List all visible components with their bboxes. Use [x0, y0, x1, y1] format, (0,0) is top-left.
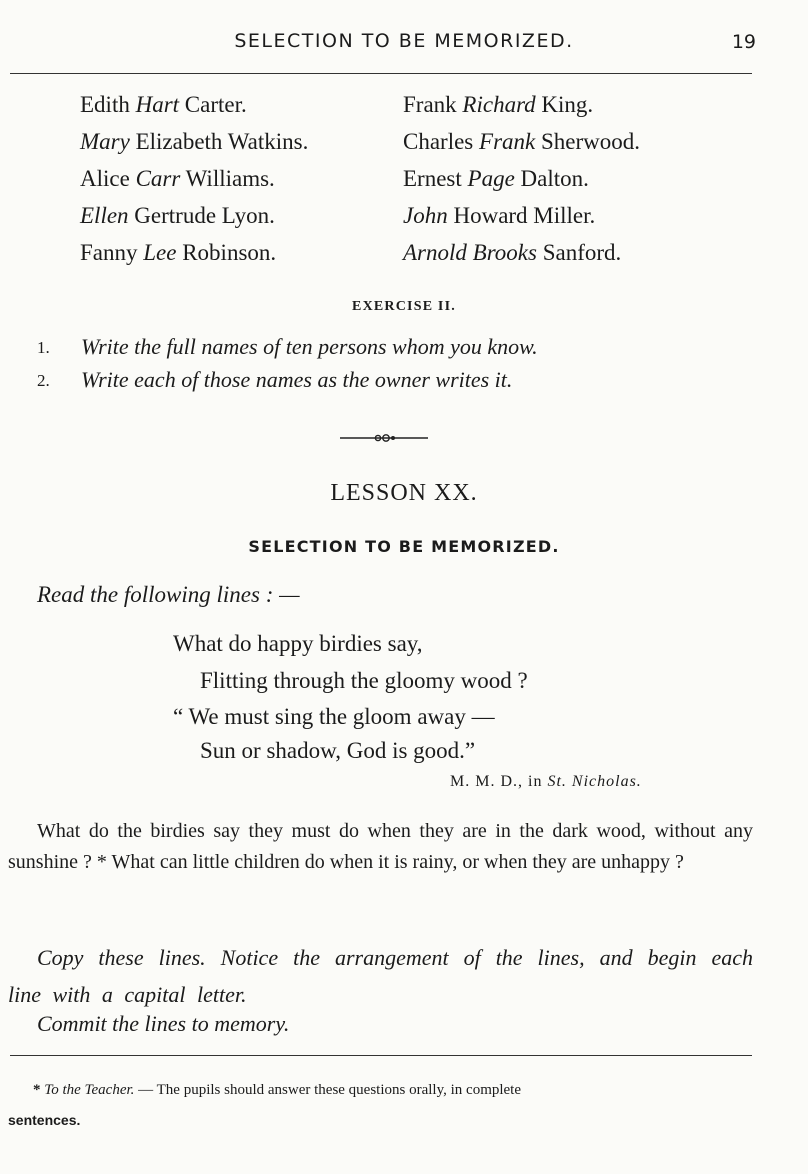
name-part: Charles: [403, 129, 480, 154]
lesson-title: LESSON XX.: [330, 480, 478, 506]
poem-line: Sun or shadow, God is good.”: [200, 738, 476, 763]
footnote-teacher-label: To the Teacher.: [44, 1082, 135, 1098]
question-paragraph: What do the birdies say they must do when they are in the dark wood, without any sunshine ? * What can little children do when it is rainy, or when they are unhappy ?: [8, 820, 753, 873]
name-emphasis: Ellen: [80, 203, 129, 228]
name-part: Elizabeth Watkins.: [129, 129, 309, 154]
lesson-subtitle: SELECTION TO BE MEMORIZED.: [248, 537, 560, 556]
name-part: Sherwood.: [535, 129, 641, 154]
name-part: Sanford.: [536, 240, 622, 265]
footnote: [8, 1075, 753, 1136]
name-emphasis: Richard: [462, 92, 536, 117]
running-header-title: SELECTION TO BE MEMORIZED.: [234, 30, 574, 52]
lesson-intro: Read the following lines : —: [37, 582, 300, 607]
name-emphasis: John: [403, 203, 448, 228]
poem-line: “ We must sing the gloom away —: [173, 704, 495, 729]
name-part: Dalton.: [514, 166, 589, 191]
footnote-marker: *: [33, 1082, 41, 1098]
name-entry: [403, 160, 640, 197]
name-entry: [80, 86, 308, 123]
name-part: Gertrude Lyon.: [128, 203, 275, 228]
footnote-last-word: sentences.: [8, 1112, 81, 1128]
exercise-heading: EXERCISE II.: [352, 299, 456, 314]
poem-attribution: [450, 773, 642, 791]
name-part: Frank: [403, 92, 463, 117]
attribution-prefix: M. M. D., in: [450, 773, 548, 790]
name-entry: [403, 234, 640, 271]
name-part: Alice: [80, 166, 136, 191]
name-entry: [80, 234, 308, 271]
copy-instruction: Copy these lines. Notice the arrangement of the lines, and begin each line with a capital letter.: [8, 945, 753, 1007]
footnote-text: — The pupils should answer these questions orally, in complete: [134, 1082, 522, 1098]
name-part: Howard Miller.: [447, 203, 596, 228]
exercise-item-text: Write the full names of ten persons whom you know.: [81, 334, 538, 359]
commit-instruction: Commit the lines to memory.: [37, 1011, 290, 1036]
name-emphasis: Carr: [135, 166, 181, 191]
name-emphasis: Lee: [143, 240, 177, 265]
name-part: Williams.: [180, 166, 275, 191]
name-emphasis: Hart: [135, 92, 180, 117]
name-emphasis: Page: [467, 166, 515, 191]
name-part: King.: [535, 92, 594, 117]
footnote-rule: [10, 1055, 752, 1056]
poem-line: Flitting through the gloomy wood ?: [200, 668, 528, 693]
exercise-item-number: 2.: [37, 371, 50, 390]
ornament-divider: [340, 428, 428, 448]
name-part: Fanny: [80, 240, 144, 265]
names-column-right: [403, 86, 640, 271]
header-rule: [10, 73, 752, 74]
name-entry: [80, 123, 308, 160]
name-emphasis: Arnold Brooks: [403, 240, 537, 265]
name-part: Ernest: [403, 166, 468, 191]
name-emphasis: Mary: [80, 129, 130, 154]
name-entry: [403, 86, 640, 123]
exercise-item-number: 1.: [37, 338, 50, 357]
name-entry: [80, 197, 308, 234]
exercise-item: [37, 367, 513, 393]
exercise-item-text: Write each of those names as the owner writes it.: [81, 367, 513, 392]
name-entry: [403, 197, 640, 234]
names-column-left: [80, 86, 308, 271]
attribution-source: St. Nicholas.: [547, 773, 642, 790]
name-part: Carter.: [179, 92, 247, 117]
name-entry: [80, 160, 308, 197]
name-entry: [403, 123, 640, 160]
exercise-item: [37, 334, 538, 360]
page-number: 19: [731, 31, 756, 53]
name-part: Robinson.: [176, 240, 277, 265]
name-emphasis: Frank: [479, 129, 536, 154]
poem-line: What do happy birdies say,: [173, 631, 423, 656]
name-part: Edith: [80, 92, 136, 117]
